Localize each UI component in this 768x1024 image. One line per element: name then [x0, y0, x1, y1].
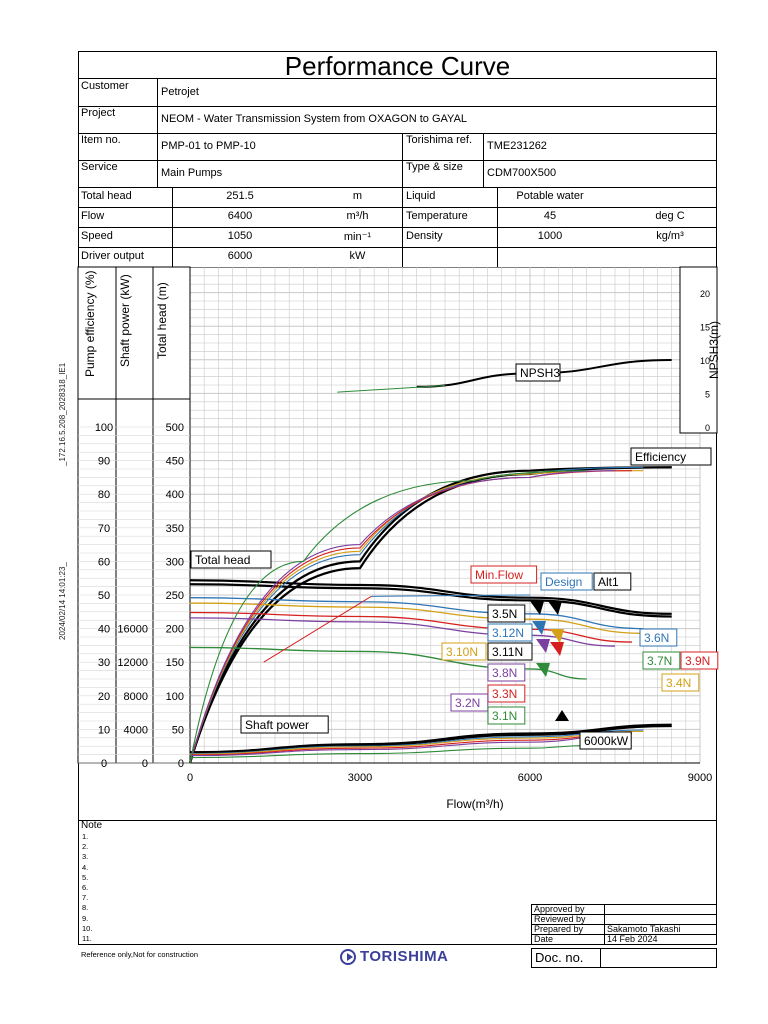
spec-unit: m: [352, 190, 363, 202]
tick-label-efficiency: 10: [97, 724, 111, 737]
divider: [78, 160, 717, 161]
date-row: [532, 935, 717, 945]
spec-label: Driver output: [81, 250, 144, 262]
customer-label: Customer: [81, 80, 129, 92]
operating-point-marker: [548, 601, 562, 615]
divider: [497, 187, 498, 267]
tick-label-head: 450: [165, 455, 184, 468]
divider: [402, 133, 403, 187]
spec-label-2: Liquid: [406, 190, 436, 202]
case-label: 3.4N: [666, 676, 692, 690]
tick-label-efficiency: 70: [97, 522, 111, 535]
type-value: CDM700X500: [487, 167, 557, 179]
tick-label-head: 500: [165, 422, 184, 434]
note-item: 2.: [82, 842, 89, 852]
spec-label: Total head: [81, 190, 132, 202]
service-label: Service: [81, 161, 118, 173]
spec-label: Flow: [81, 210, 105, 222]
tick-label-x: 9000: [687, 772, 713, 784]
divider: [78, 133, 717, 134]
spec-value-2: Potable water: [516, 190, 584, 202]
operating-point-marker: [536, 639, 550, 653]
divider: [78, 227, 717, 228]
divider: [157, 79, 158, 187]
performance-chart: [78, 267, 721, 820]
divider: [483, 133, 484, 187]
divider: [78, 207, 717, 208]
brand-name: TORISHIMA: [360, 948, 449, 965]
tick-label-efficiency: 90: [97, 455, 111, 468]
tick-label-efficiency: 100: [94, 422, 114, 434]
tick-label-npsh: 10: [699, 356, 710, 366]
note-item: 8.: [82, 903, 89, 913]
item-value: PMP-01 to PMP-10: [161, 140, 256, 152]
label-efficiency: Efficiency: [635, 450, 687, 464]
tick-label-head: 0: [177, 758, 184, 770]
brand-logo-icon: [340, 949, 356, 965]
date-value: 14 Feb 2024: [605, 935, 717, 945]
doc-number-label: Doc. no.: [535, 950, 584, 965]
operating-point-marker: [536, 663, 550, 677]
spec-label-2: Temperature: [406, 210, 468, 222]
label-npsh: NPSH3: [520, 366, 561, 380]
tick-label-head: 150: [165, 657, 184, 670]
label-power-mark: 6000kW: [584, 734, 629, 748]
npsh-curve: [337, 385, 445, 392]
note-item: 11.: [82, 934, 92, 943]
reviewed-value: [605, 915, 717, 925]
axis-label-head: Total head (m): [155, 282, 169, 359]
case-label: 3.9N: [685, 654, 711, 668]
prepared-value: Sakamoto Takashi: [605, 925, 717, 935]
tick-label-head: 50: [171, 724, 184, 737]
spec-unit: m³/h: [346, 210, 369, 222]
brand-logo: [340, 948, 448, 965]
tick-label-efficiency: 30: [97, 657, 111, 670]
reviewed-label: Reviewed by: [532, 915, 605, 925]
case-label: 3.6N: [644, 631, 670, 645]
item-label: Item no.: [81, 134, 121, 146]
tick-label-x: 0: [186, 772, 194, 784]
divider: [78, 820, 717, 821]
spec-unit: min⁻¹: [343, 231, 372, 243]
axis-label-power: Shaft power (kW): [118, 274, 132, 367]
spec-value: 6000: [227, 250, 253, 262]
side-stamp-time: 2024/02/14 14:01:23_: [58, 562, 67, 640]
date-label: Date: [532, 935, 605, 945]
prepared-label: Prepared by: [532, 925, 605, 935]
project-value: NEOM - Water Transmission System from OXAGON to GAYAL: [161, 113, 468, 125]
type-label: Type & size: [406, 161, 463, 173]
spec-label: Speed: [81, 230, 113, 242]
label-min-flow: Min.Flow: [475, 568, 524, 582]
case-label: 3.1N: [492, 709, 518, 723]
case-label: 3.5N: [492, 607, 518, 621]
signature-table: [531, 904, 717, 945]
case-label: 3.10N: [446, 645, 479, 659]
tick-label-power: 12000: [117, 657, 148, 670]
tick-label-npsh: 15: [699, 322, 710, 333]
tick-label-efficiency: 60: [97, 556, 111, 569]
tick-label-power: 8000: [123, 690, 148, 703]
tick-label-head: 200: [165, 623, 184, 636]
prepared-row: [532, 925, 717, 935]
spec-unit: kW: [349, 250, 366, 262]
spec-value: 1050: [227, 230, 253, 242]
power-mark-triangle: [555, 710, 569, 721]
note-item: 7.: [82, 893, 89, 903]
disclaimer: Reference only,Not for construction: [81, 950, 199, 959]
tick-label-x: 3000: [347, 772, 373, 784]
divider: [402, 187, 403, 267]
case-label: 3.3N: [492, 687, 518, 701]
divider: [600, 949, 601, 967]
tick-label-power: 4000: [123, 724, 148, 737]
operating-point-marker: [530, 601, 544, 615]
axis-label-efficiency: Pump efficiency (%): [83, 270, 97, 377]
axis-label-x: Flow(m³/h): [446, 797, 504, 811]
tick-label-efficiency: 40: [97, 623, 111, 636]
ref-label: Torishima ref.: [406, 134, 473, 146]
note-item: 6.: [82, 883, 89, 892]
label-design: Design: [545, 575, 583, 589]
case-label: 3.2N: [455, 696, 481, 710]
note-item: 9.: [82, 913, 89, 923]
case-label: 3.12N: [492, 626, 525, 640]
note-item: 3.: [82, 852, 89, 862]
customer-value: Petrojet: [161, 86, 199, 98]
tick-label-head: 100: [165, 690, 184, 703]
spec-label-2: Density: [406, 230, 443, 242]
note-item: 4.: [82, 862, 89, 872]
spec-unit-2: kg/m³: [656, 230, 684, 242]
spec-value-2: 1000: [537, 230, 563, 242]
case-label: 3.8N: [492, 666, 518, 680]
tick-label-npsh: 5: [704, 389, 710, 400]
case-label: 3.7N: [647, 654, 673, 668]
tick-label-head: 400: [165, 489, 184, 502]
tick-label-efficiency: 80: [97, 489, 111, 502]
ref-value: TME231262: [487, 140, 547, 152]
approved-label: Approved by: [532, 905, 605, 915]
divider: [172, 187, 173, 267]
reviewed-row: [532, 915, 717, 925]
label-total-head: Total head: [195, 553, 251, 567]
label-shaft-power: Shaft power: [245, 718, 310, 732]
spec-value-2: 45: [543, 210, 557, 222]
spec-value: 6400: [227, 210, 253, 222]
tick-label-x: 6000: [517, 772, 543, 784]
divider: [78, 106, 717, 107]
tick-label-power: 0: [141, 758, 148, 770]
approved-row: [532, 905, 717, 915]
note-item: 1.: [82, 832, 89, 841]
approved-value: [605, 905, 717, 915]
spec-value: 251.5: [226, 190, 254, 202]
side-stamp-ip: _172.16.5.208_2028318_IE1: [58, 362, 67, 466]
tick-label-head: 350: [165, 522, 184, 535]
case-label: 3.11N: [492, 645, 524, 659]
note-label: Note: [81, 820, 103, 831]
tick-label-npsh: 20: [699, 289, 710, 299]
tick-label-efficiency: 50: [97, 590, 111, 602]
tick-label-efficiency: 20: [97, 690, 111, 703]
spec-unit-2: deg C: [655, 210, 685, 222]
tick-label-head: 250: [165, 590, 184, 602]
axis-label-npsh: NPSH3(m): [707, 320, 721, 379]
service-value: Main Pumps: [161, 167, 223, 179]
doc-number-box: [531, 948, 717, 968]
page-title: Performance Curve: [78, 51, 717, 79]
divider: [78, 187, 717, 188]
label-alt1: Alt1: [598, 575, 619, 589]
divider: [78, 247, 717, 248]
note-item: 5.: [82, 872, 89, 882]
project-label: Project: [81, 107, 116, 119]
tick-label-efficiency: 0: [100, 758, 108, 770]
note-item: 10.: [82, 923, 93, 933]
tick-label-head: 300: [165, 556, 184, 569]
tick-label-npsh: 0: [704, 423, 710, 433]
tick-label-power: 16000: [117, 623, 148, 636]
